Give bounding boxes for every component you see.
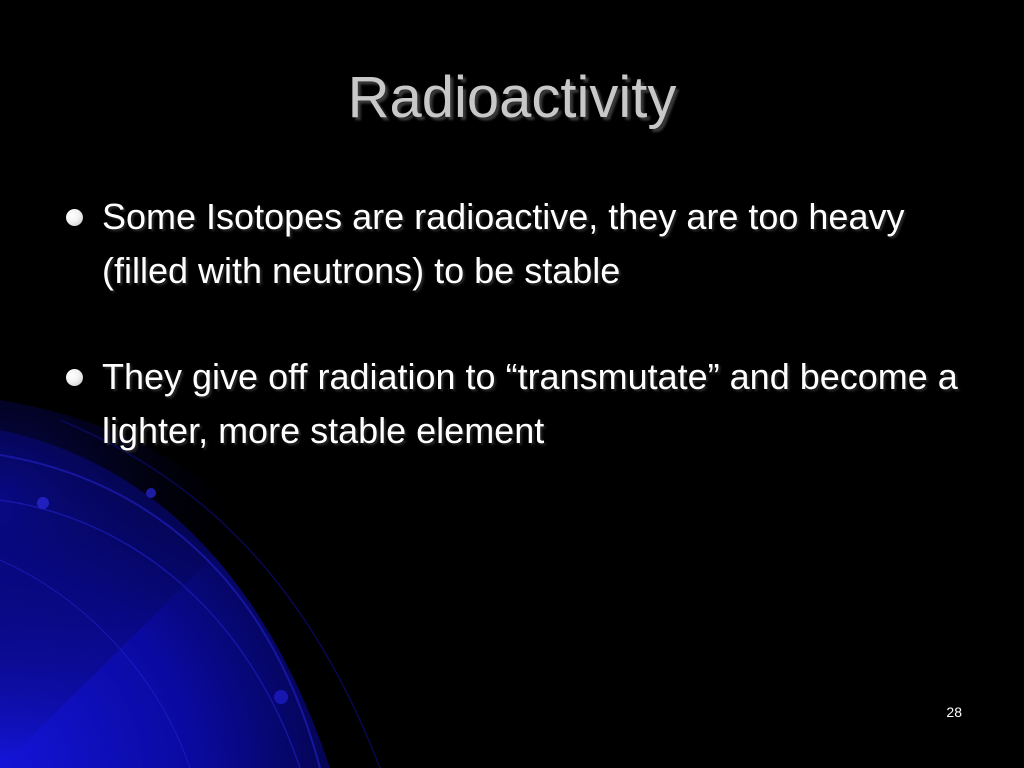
glow-dot [37,497,49,509]
bullet-list [62,190,982,458]
glow-dot [146,488,156,498]
bullet-item [62,190,982,298]
bullet-dot-icon [66,369,83,386]
bullet-text: They give off radiation to “transmutate” and become a lighter, more stable element [102,356,958,451]
slide-title: Radioactivity [347,65,677,130]
bullet-text: Some Isotopes are radioactive, they are too heavy (filled with neutrons) to be stable [102,196,905,291]
bullet-item [62,350,982,458]
bullet-dot-icon [66,209,83,226]
page-number: 28 [946,704,962,720]
glow-dot [274,690,288,704]
